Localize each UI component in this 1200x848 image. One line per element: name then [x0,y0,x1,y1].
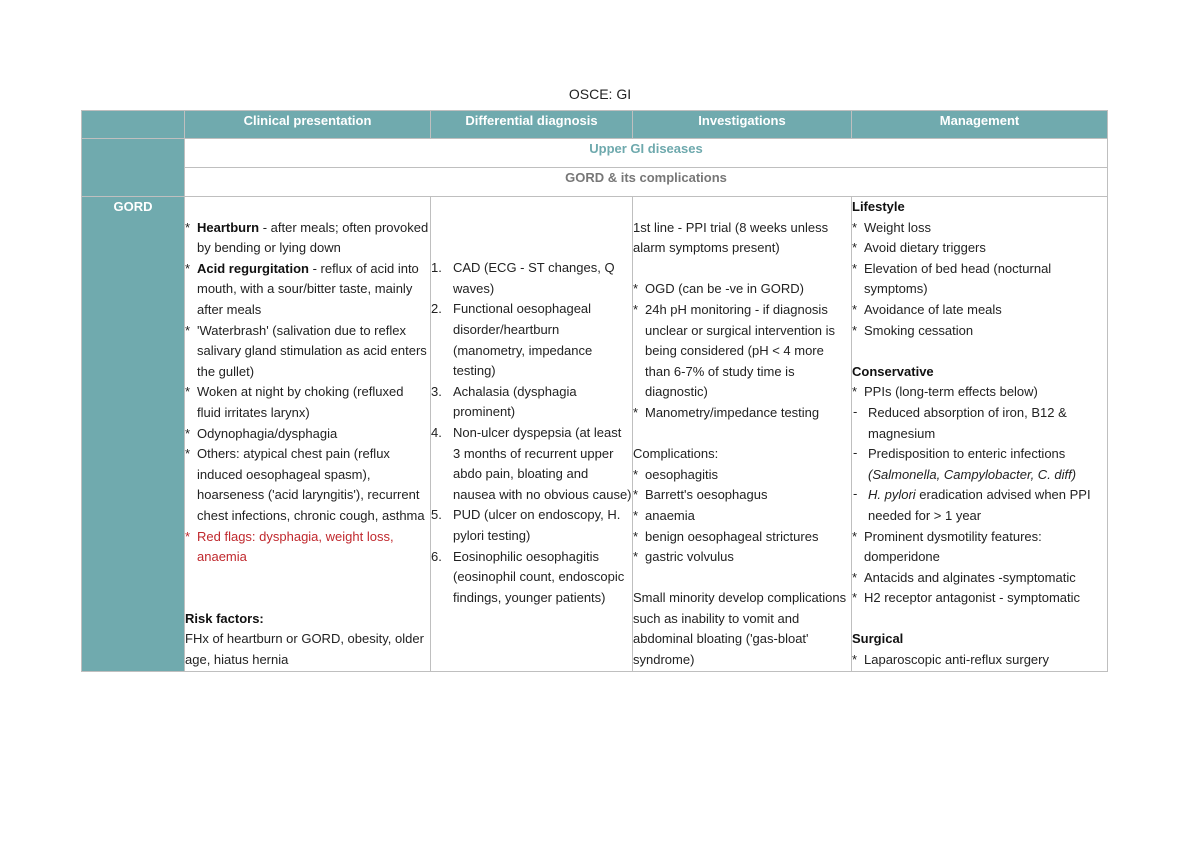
osce-table [81,110,1108,672]
list-item: * Heartburn - after meals; often provoked by bending or lying down [185,218,430,259]
conservative-list [852,382,1107,403]
section-gord-complications: GORD & its complications [185,168,1108,197]
list-item: 1. CAD (ECG - ST changes, Q waves) [431,260,615,296]
complications-list [633,465,851,568]
section-row-upper [82,139,1108,168]
list-item: * Avoidance of late meals [852,300,1107,321]
gord-row [82,197,1108,672]
list-item: * oesophagitis [633,465,851,486]
surgical-list [852,650,1107,671]
differential-diagnosis-cell [431,197,633,672]
risk-factors-heading: Risk factors: [185,610,264,626]
list-item: * Woken at night by choking (refluxed fluid irritates larynx) [185,382,430,423]
differential-list [431,258,632,608]
list-item: * benign oesophageal strictures [633,527,851,548]
list-item: * Antacids and alginates -symptomatic [852,568,1107,589]
list-item: 3. Achalasia (dysphagia prominent) [431,383,577,420]
list-item: * gastric volvulus [633,547,851,568]
header-row [82,111,1108,139]
list-item: - H. pylori eradication advised when PPI needed for > 1 year [852,485,1107,526]
list-item: * Acid regurgitation - reflux of acid into mouth, with a sour/bitter taste, mainly after meals [185,259,430,321]
list-item: * Laparoscopic anti-reflux surgery [852,650,1107,671]
list-item: * 'Waterbrash' (salivation due to reflex salivary gland stimulation as acid enters the gullet) [185,321,430,383]
section-stub [82,139,185,197]
list-item: * anaemia [633,506,851,527]
list-item: 6. Eosinophilic oesophagitis (eosinophil count, endoscopic findings, younger patients) [431,548,625,605]
list-item: * H2 receptor antagonist - symptomatic [852,588,1107,609]
list-item: * Odynophagia/dysphagia [185,424,430,445]
lifestyle-list [852,218,1107,342]
section-upper-gi: Upper GI diseases [185,139,1108,168]
disease-label: GORD [82,197,185,672]
investigations-list [633,279,851,423]
list-item: * Avoid dietary triggers [852,238,1107,259]
complications-heading: Complications: [633,446,719,462]
minority-note: Small minority develop complications such as inability to vomit and abdominal bloating ('gas-bloat' syndrome) [633,590,847,668]
list-item: 4. Non-ulcer dyspepsia (at least 3 months of recurrent upper abdo pain, bloating and nausea with no obvious cause) [431,424,632,502]
list-item: * Others: atypical chest pain (reflux induced oesophageal spasm), hoarseness ('acid laryngitis'), recurrent chest infections, chronic cough, asthma [185,444,430,526]
list-item: * Elevation of bed head (nocturnal symptoms) [852,259,1107,300]
section-row-gord [82,168,1108,197]
clinical-list [185,218,430,568]
header-differential-diagnosis: Differential diagnosis [431,111,633,139]
surgical-heading: Surgical [852,631,904,647]
lifestyle-heading: Lifestyle [852,199,905,214]
header-management: Management [852,111,1108,139]
first-line-text: 1st line - PPI trial (8 weeks unless alarm symptoms present) [633,219,829,256]
list-item: 2. Functional oesophageal disorder/heartburn (manometry, impedance testing) [431,301,593,379]
header-clinical-presentation: Clinical presentation [185,111,431,139]
conservative-heading: Conservative [852,363,934,379]
header-investigations: Investigations [633,111,852,139]
list-item: - Reduced absorption of iron, B12 & magnesium [852,403,1107,444]
list-item: * OGD (can be -ve in GORD) [633,279,851,300]
list-item: * 24h pH monitoring - if diagnosis unclear or surgical intervention is being considered (pH < 4 more than 6-7% of study time is diagnostic) [633,300,851,403]
list-item: 5. PUD (ulcer on endoscopy, H. pylori testing) [431,507,621,543]
list-item: * Manometry/impedance testing [633,403,851,424]
list-item: * Weight loss [852,218,1107,239]
clinical-presentation-cell [185,197,431,672]
page-title: OSCE: GI [568,86,632,102]
conservative-list-more [852,527,1107,609]
investigations-cell [633,197,852,672]
list-item: * Barrett's oesophagus [633,485,851,506]
list-item: * Prominent dysmotility features: domperidone [852,527,1107,568]
management-cell [852,197,1108,672]
header-empty [82,111,185,139]
risk-factors-text: FHx of heartburn or GORD, obesity, older age, hiatus hernia [185,631,424,667]
list-item: - Predisposition to enteric infections (Salmonella, Campylobacter, C. diff) [852,444,1107,485]
list-item: * Smoking cessation [852,321,1107,342]
list-item: * PPIs (long-term effects below) [852,382,1107,403]
ppi-effects-list [852,403,1107,527]
red-flags: * Red flags: dysphagia, weight loss, anaemia [185,527,430,568]
